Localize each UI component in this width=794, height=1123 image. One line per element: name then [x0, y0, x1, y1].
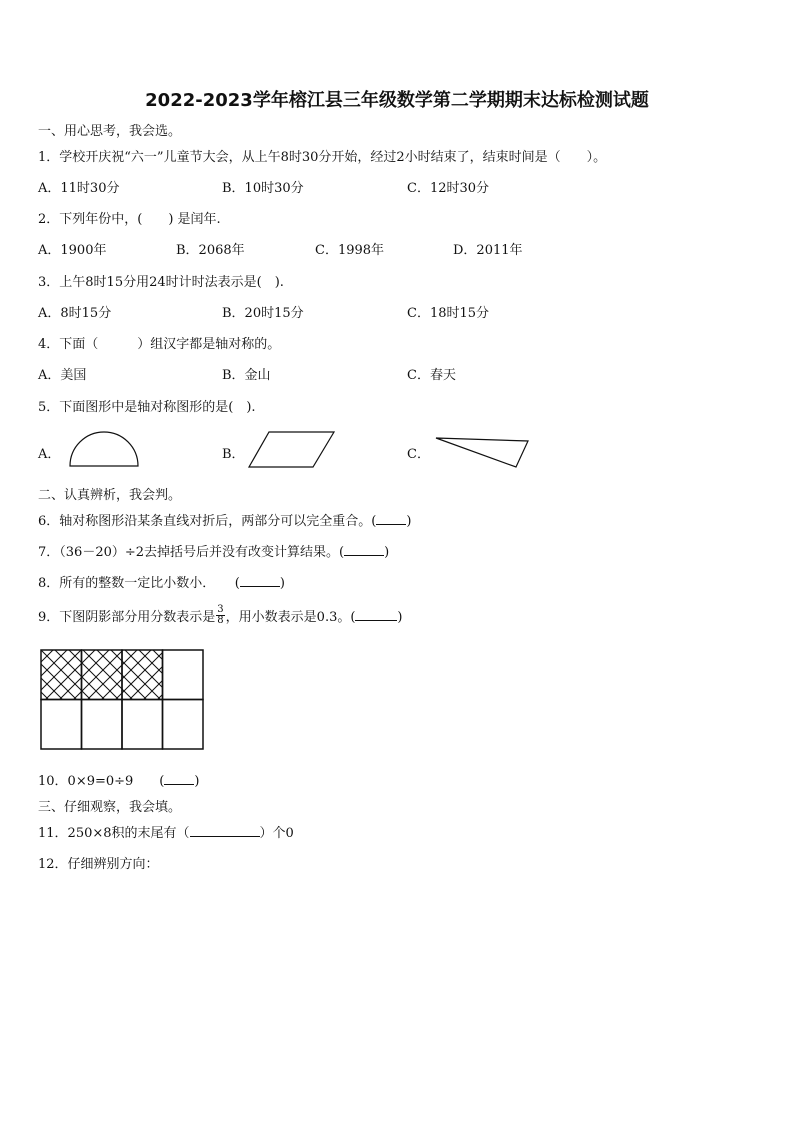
- q4-option-a: A．美国: [38, 368, 87, 383]
- question-8: [38, 572, 285, 591]
- q3-option-b: B．20时15分: [222, 306, 304, 321]
- answer-blank[interactable]: [190, 824, 260, 837]
- question-10: [38, 770, 199, 789]
- triangle-shape: [434, 434, 534, 470]
- question-number: 1．: [38, 150, 60, 165]
- q1-option-c: C．12时30分: [407, 181, 490, 196]
- grid-cell-shaded: [122, 650, 163, 700]
- answer-blank[interactable]: [240, 574, 280, 587]
- question-text: 学校开庆祝“六一”儿童节大会，从上午8时30分开始，经过2小时结束了，结束时间是（ ）。: [59, 150, 607, 165]
- parallelogram-shape: [246, 430, 338, 470]
- question-text: 下图阴影部分用分数表示是: [59, 610, 216, 625]
- q2-option-a: A．1900年: [38, 243, 107, 258]
- grid-cell-shaded: [82, 650, 123, 700]
- question-6: [38, 510, 411, 529]
- paren-close: ）个0: [259, 826, 294, 841]
- q1-option-b: B．10时30分: [222, 181, 304, 196]
- question-3: [38, 271, 284, 290]
- question-text: 下面图形中是轴对称图形的是( ).: [59, 400, 256, 415]
- question-text: 250×8积的末尾有（: [67, 826, 190, 841]
- answer-blank[interactable]: [164, 772, 194, 785]
- q2-option-b: B．2068年: [176, 243, 245, 258]
- section-heading-1: 一、用心思考，我会选。: [38, 124, 182, 139]
- grid-cell: [82, 700, 123, 750]
- question-number: 9．: [38, 610, 60, 625]
- question-text: ，用小数表示是0.3。(: [225, 610, 356, 625]
- question-1: [38, 146, 606, 165]
- q2-option-c: C．1998年: [315, 243, 385, 258]
- question-5: [38, 396, 256, 415]
- semicircle-shape: [68, 430, 142, 470]
- grid-cell: [41, 700, 82, 750]
- grid-cell: [163, 650, 204, 700]
- question-text: 所有的整数一定比小数小． (: [59, 576, 240, 591]
- section-heading-3: 三、仔细观察，我会填。: [38, 800, 182, 815]
- grid-cell: [163, 700, 204, 750]
- question-number: 12．: [38, 857, 68, 872]
- question-number: 5．: [38, 400, 60, 415]
- question-text: 0×9=0÷9 (: [67, 774, 165, 789]
- question-text: （36－20）÷2去掉括号后并没有改变计算结果。(: [59, 545, 345, 560]
- page-title: 2022-2023学年榕江县三年级数学第二学期期末达标检测试题: [145, 90, 649, 111]
- question-2: [38, 208, 221, 227]
- answer-blank[interactable]: [355, 608, 397, 621]
- question-7: [38, 541, 389, 560]
- question-number: 3．: [38, 275, 60, 290]
- question-number: 2．: [38, 212, 60, 227]
- question-12: [38, 853, 159, 872]
- shaded-grid-figure: [40, 649, 206, 751]
- q1-option-a: A．11时30分: [38, 181, 120, 196]
- grid-cell-shaded: [41, 650, 82, 700]
- question-11: [38, 822, 294, 841]
- fraction: [216, 605, 224, 626]
- question-text: 轴对称图形沿某条直线对折后，两部分可以完全重合。(: [59, 514, 377, 529]
- answer-blank[interactable]: [376, 512, 406, 525]
- section-heading-2: 二、认真辨析，我会判。: [38, 488, 182, 503]
- question-number: 11．: [38, 826, 68, 841]
- fraction-denominator: 8: [217, 615, 224, 626]
- q2-option-d: D．2011年: [453, 243, 523, 258]
- q3-option-c: C．18时15分: [407, 306, 490, 321]
- q4-option-c: C．春天: [407, 368, 456, 383]
- q3-option-a: A．8时15分: [38, 306, 112, 321]
- q5-option-c: C．: [407, 447, 430, 462]
- question-text: 上午8时15分用24时计时法表示是( ).: [59, 275, 284, 290]
- question-text: 下面（ ）组汉字都是轴对称的。: [59, 337, 281, 352]
- paren-close: ): [384, 545, 390, 560]
- paren-close: ): [279, 576, 285, 591]
- fraction-numerator: 3: [217, 604, 224, 615]
- question-text: 下列年份中，( ) 是闰年.: [59, 212, 221, 227]
- question-number: 6．: [38, 514, 60, 529]
- question-number: 7．: [38, 545, 60, 560]
- paren-close: ): [397, 610, 403, 625]
- question-9: [38, 606, 403, 628]
- paren-close: ): [194, 774, 200, 789]
- question-text: 仔细辨别方向：: [67, 857, 159, 872]
- question-number: 10．: [38, 774, 68, 789]
- paren-close: ): [406, 514, 412, 529]
- q5-option-a: A．: [38, 447, 61, 462]
- question-number: 8．: [38, 576, 60, 591]
- grid-cell: [122, 700, 163, 750]
- question-number: 4．: [38, 337, 60, 352]
- answer-blank[interactable]: [344, 543, 384, 556]
- q4-option-b: B．金山: [222, 368, 271, 383]
- question-4: [38, 333, 280, 352]
- q5-option-b: B．: [222, 447, 245, 462]
